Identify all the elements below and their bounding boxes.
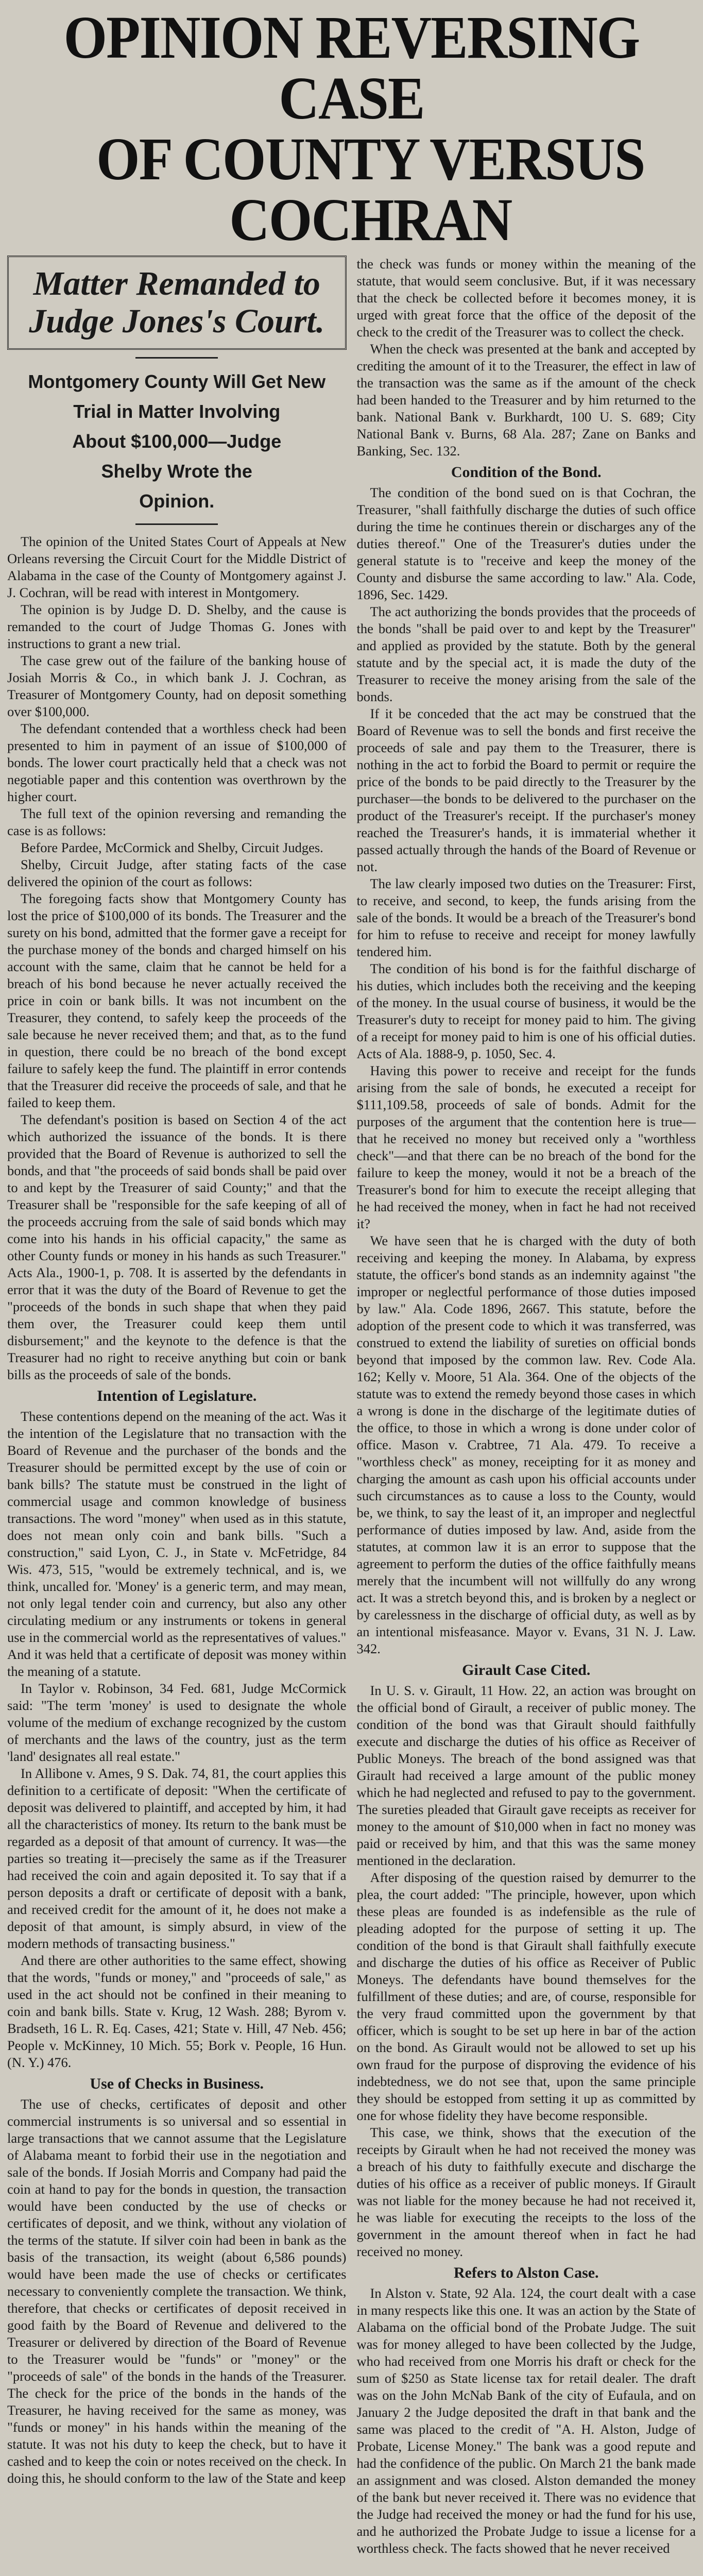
deck-line: About $100,000—Judge bbox=[72, 431, 282, 452]
article-paragraph: The condition of the bond sued on is that Cochran, the Treasurer, "shall faithfully discharge the duties of such office during the time he continues therein or discharges any of the duties thereof." One of the Treasurer's duties under the general statute is to "receive and keep the money of the County and disburse the same according to law." Ala. Code, 1896, Sec. 1429. bbox=[356, 485, 696, 602]
right-column bbox=[357, 256, 696, 2557]
headline bbox=[7, 4, 696, 253]
headline-line-2: OF COUNTY VERSUS COCHRAN bbox=[96, 125, 645, 253]
article-columns bbox=[7, 256, 696, 2557]
deck-divider bbox=[135, 357, 218, 359]
article-paragraph: Having this power to receive and receipt for the funds arising from the sale of bonds, he executed a receipt for $111,109.58, proceeds of sale of bonds. Admit for the purposes of the argument that the contention here is true—that he received no money but received only a "worthless check"—and that there can be no breach of the bond for the failure to keep the money, would it not be a breach of the Treasurer's bond for him to execute the receipt alleging that he had received the money, when in fact he had not received it? bbox=[356, 1063, 696, 1231]
article-paragraph: The condition of his bond is for the faithful discharge of his duties, which includes both the receiving and the keeping of the money. In the usual course of business, it would be the Treasurer's duty to receipt for money paid to him. The giving of a receipt for money paid to him is one of his official duties. Acts of Ala. 1888-9, p. 1050, Sec. 4. bbox=[356, 961, 696, 1061]
article-paragraph: We have seen that he is charged with the duty of both receiving and keeping the money. In Alabama, by express statute, the officer's bond stands as an indemnity against "the improper or neglectful performance of those duties imposed by law." Ala. Code 1896, 2667. This statute, before the adoption of the present code to which it was transferred, was construed to extend the liability of sureties on official bonds beyond that imposed by the common law. Rev. Code Ala. 162; Kelly v. Moore, 51 Ala. 364. One of the objects of the statute was to extend the remedy beyond those cases in which a wrong is done in the discharge of the legitimate duties of the office, to those in which a wrong is done under color of office. Mason v. Crabtree, 71 Ala. 479. To receive a "worthless check" as money, receipting for it as money and charging the amount as cash upon his official accounts under such circumstances as to cause a loss to the County, would be, we think, to say the least of it, an improper and neglectful performance of duties imposed by law. And, aside from the statutes, at common law it is an error to suppose that the agreement to perform the duties of the office faithfully means merely that the incumbent will not willfully do any wrong act. It was a stretch beyond this, and is broken by a neglect or by carelessness in the discharge of official duty, as well as by an intentional misfeasance. Mayor v. Evans, 31 N. J. Law. 342. bbox=[356, 1233, 696, 1656]
section-subhead: Condition of the Bond. bbox=[451, 464, 602, 481]
deck-main: Matter Remanded to Judge Jones's Court. bbox=[7, 256, 347, 350]
section-subhead: Refers to Alston Case. bbox=[453, 2264, 599, 2281]
deck-line: Trial in Matter Involving bbox=[73, 401, 281, 422]
right-body bbox=[357, 256, 696, 2557]
article-paragraph: This case, we think, shows that the execution of the receipts by Girault when he had not received the money was a breach of his duty to faithfully execute and discharge the duties of his office as a receiver of public moneys. If Girault was not liable for the money because he had not received it, he was liable for executing the receipts to the loss of the government in the amount thereof when in fact he had received no money. bbox=[356, 2125, 696, 2259]
article-paragraph: The law clearly imposed two duties on the Treasurer: First, to receive, and second, to keep, the funds arising from the sale of the bonds. It would be a breach of the Treasurer's bond for him to refuse to receive and receipt for money lawfully tendered him. bbox=[356, 876, 696, 959]
article-paragraph: In Allibone v. Ames, 9 S. Dak. 74, 81, the court applies this definition to a certificate of deposit: "When the certificate of deposit was delivered to plaintiff, and accepted by him, it had all the characteristics of money. Its return to the bank must be regarded as a deposit of that amount of currency. It was—the parties so treating it—precisely the same as if the Treasurer had received the coin and again deposited it. To say that if a person deposits a draft or certificate of deposit with a bank, and received credit for the amount of it, he does not make a deposit of that amount, is simply absurd, in view of the modern methods of transacting business." bbox=[7, 1766, 347, 1952]
article-paragraph: After disposing of the question raised by demurrer to the plea, the court added: "The principle, however, upon which these pleas are founded is as indefensible as the rule of pleading adopted for the purpose of setting it up. The condition of the bond is that Girault shall faithfully execute and discharge the duties of his office as Receiver of Public Moneys. The defendants have bound themselves for the fulfillment of these duties; and are, of course, responsible for the very fraud committed upon the government by that officer, which is sought to be set up here in bar of the action on the bond. As Girault would not be allowed to set up his own fraud for the purpose of disproving the evidence of his indebtedness, we do not see that, upon the same principle they should be estopped from setting it up as committed by one for whose fidelity they have become responsible. bbox=[356, 1870, 696, 2123]
deck-divider bbox=[135, 523, 218, 525]
section-subhead: Girault Case Cited. bbox=[462, 1662, 591, 1679]
article-paragraph: The opinion of the United States Court of Appeals at New Orleans reversing the Circuit Court for the Middle District of Alabama in the case of the County of Montgomery against J. J. Cochran, will be read with interest in Montgomery. bbox=[7, 534, 347, 601]
article-paragraph: The case grew out of the failure of the banking house of Josiah Morris & Co., in which bank J. J. Cochran, as Treasurer of Montgomery County, had on deposit something over $100,000. bbox=[7, 653, 347, 720]
article-paragraph: In Taylor v. Robinson, 34 Fed. 681, Judge McCormick said: "The term 'money' is used to designate the whole volume of the medium of exchange recognized by the custom of merchants and the laws of the country, just as the term 'land' designates all real estate." bbox=[7, 1681, 347, 1765]
article-paragraph: The defendant's position is based on Section 4 of the act which authorized the issuance of the bonds. It is there provided that the Board of Revenue is authorized to sell the bonds, and that "the proceeds of said bonds shall be paid over to and kept by the Treasurer of said County;" and that the Treasurer shall be "responsible for the safe keeping of all of the proceeds accruing from the sale of said bonds which may come into his hands in his official capacity," the same as other County funds or money in his hands as such Treasurer." Acts Ala., 1900-1, p. 708. It is asserted by the defendants in error that it was the duty of the Board of Revenue to get the "proceeds of the bonds in such shape that when they paid them over, the Treasurer could keep them until disbursement;" and the keynote to the defence is that the Treasurer had no right to receive anything but coin or bank bills as the proceeds of sale of the bonds. bbox=[7, 1112, 347, 1383]
article-paragraph: Shelby, Circuit Judge, after stating facts of the case delivered the opinion of the court as follows: bbox=[7, 857, 347, 890]
article-paragraph: These contentions depend on the meaning of the act. Was it the intention of the Legislature that no transaction with the Board of Revenue and the purchaser of the bonds and the Treasurer should be permitted except by the use of coin or bank bills? The statute must be construed in the light of commercial usage and common knowledge of business transactions. The word "money" when used as in this statute, does not mean only coin and bank bills. "Such a construction," said Lyon, C. J., in State v. McFetridge, 84 Wis. 473, 515, "would be extremely technical, and is, we think, uncalled for. 'Money' is a generic term, and may mean, not only legal tender coin and currency, but also any other circulating medium or any instruments or tokens in general use in the commercial world as the representatives of values." And it was held that a certificate of deposit was money within the meaning of a statute. bbox=[7, 1409, 347, 1680]
article-paragraph: The act authorizing the bonds provides that the proceeds of the bonds "shall be paid over to and kept by the Treasurer" and applied as provided by the statute. Both by the general statute and by the special act, it is made the duty of the Treasurer to receive the money arising from the sale of the bonds. bbox=[356, 604, 696, 704]
article-paragraph: In U. S. v. Girault, 11 How. 22, an action was brought on the official bond of Girault, a receiver of public money. The condition of the bond was that Girault should faithfully execute and discharge the duties of his office as Receiver of Public Moneys. The breach of the bond assigned was that Girault had received a large amount of the public money which he had neglected and refused to pay to the government. The sureties pleaded that Girault gave receipts as receiver for money to the amount of $10,000 when in fact no money was paid or received by him, and that this was the same money mentioned in the declaration. bbox=[356, 1683, 696, 1868]
article-paragraph: And there are other authorities to the same effect, showing that the words, "funds or money," and "proceeds of sale," as used in the act should not be confined in their meaning to coin and bank bills. State v. Krug, 12 Wash. 288; Byrom v. Bradseth, 16 L. R. Eq. Cases, 421; State v. Hill, 47 Neb. 456; People v. McKinney, 10 Mich. 55; Bork v. People, 16 Hun. (N. Y.) 476. bbox=[7, 1953, 347, 2071]
deck-line: Opinion. bbox=[139, 490, 215, 512]
left-body bbox=[7, 533, 347, 2487]
article-paragraph: When the check was presented at the bank and accepted by crediting the amount of it to the Treasurer, the effect in law of the transaction was the same as if the amount of the check had been handed to the Treasurer and by him returned to the bank. National Bank v. Burkhardt, 100 U. S. 689; City National Bank v. Burns, 68 Ala. 287; Zane on Banks and Banking, Sec. 132. bbox=[356, 341, 696, 459]
article-paragraph: The opinion is by Judge D. D. Shelby, and the cause is remanded to the court of Judge Thomas G. Jones with instructions to grant a new trial. bbox=[7, 602, 347, 652]
section-subhead: Use of Checks in Business. bbox=[90, 2075, 264, 2093]
article-paragraph: If it be conceded that the act may be construed that the Board of Revenue was to sell the bonds and first receive the proceeds of sale and pay them to the Treasurer, there is nothing in the act to forbid the Board to permit or require the price of the bonds to be paid directly to the Treasurer by the purchaser—the bonds to be delivered to the purchaser on the product of the Treasurer's receipt. If the purchaser's money reached the Treasurer's hands, it is immaterial whether it passed actually through the hands of the Board of Revenue or not. bbox=[356, 706, 696, 874]
left-column bbox=[7, 256, 347, 2557]
article-paragraph: The use of checks, certificates of deposit and other commercial instruments is so universal and so essential in large transactions that we cannot assume that the Legislature of Alabama meant to forbid their use in the negotiation and sale of the bonds. If Josiah Morris and Company had paid the coin at hand to pay for the bonds in question, the transaction would have been conducted by the use of checks or certificates of deposit, and we think, without any violation of the terms of the statute. If silver coin had been in bank as the basis of the transaction, its weight (about 6,586 pounds) would have been made the use of checks or certificates necessary to conveniently complete the transaction. We think, therefore, that checks or certificates of deposit received in good faith by the Board of Revenue and delivered to the Treasurer or delivered by direction of the Board of Revenue to the Treasurer would be "funds" or "money" or the "proceeds of sale" of the bonds in the hands of the Treasurer. The check for the price of the bonds in the hands of the Treasurer, he having received for the same as money, was "funds or money" in his hands within the meaning of the statute. It was not his duty to keep the check, but to have it cashed and to keep the coin or notes received on the check. In doing this, he should conform to the law of the State and keep bbox=[7, 2096, 347, 2486]
deck-line: Montgomery County Will Get New bbox=[28, 371, 326, 393]
deck-line: Shelby Wrote the bbox=[101, 461, 252, 482]
article-paragraph: The foregoing facts show that Montgomery County has lost the price of $100,000 of its bonds. The Treasurer and the surety on his bond, admitted that the former gave a receipt for the purchase money of the bonds and charged himself on his account with the same, claim that he cannot be held for a breach of his bond because he never actually received the price in coin or bank bills. It was not incumbent on the Treasurer, they contend, to safely keep the proceeds of the sale because he never received them; and that, as to the fund in question, there could be no breach of the bond except failure to safely keep the fund. The plaintiff in error contends that the Treasurer did receive the proceeds of sale, and that he failed to keep them. bbox=[7, 891, 347, 1111]
section-subhead: Intention of Legislature. bbox=[97, 1387, 257, 1405]
article-paragraph: In Alston v. State, 92 Ala. 124, the court dealt with a case in many respects like this one. It was an action by the State of Alabama on the official bond of the Probate Judge. The suit was for money alleged to have been collected by the Judge, who had received from one Morris his draft or check for the sum of $250 as State license tax for retail dealer. The draft was on the John McNab Bank of the city of Eufaula, and on January 2 the Judge deposited the draft in that bank and the same was placed to the credit of "A. H. Alston, Judge of Probate, License Money." The bank was a good repute and had the confidence of the public. On March 21 the bank made an assignment and was closed. Alston demanded the money of the bank but never received it. There was no evidence that the Judge had received the money or had the fund for his use, and he authorized the Probate Judge to issue a license for a worthless check. The facts showed that he never received bbox=[356, 2285, 696, 2556]
article-paragraph: The defendant contended that a worthless check had been presented to him in payment of an issue of $100,000 of bonds. The lower court practically held that a check was not negotiable paper and this contention was overthrown by the higher court. bbox=[7, 721, 347, 805]
headline-line-1: OPINION REVERSING CASE bbox=[63, 4, 640, 132]
article-paragraph: the check was funds or money within the meaning of the statute, that would seem conclusive. But, if it was necessary that the check be collected before it becomes money, it is urged with great force that the office of the deposit of the check to the credit of the Treasurer was to collect the check. bbox=[356, 256, 696, 340]
deck-subhead bbox=[7, 367, 347, 516]
article-paragraph: Before Pardee, McCormick and Shelby, Circuit Judges. bbox=[21, 840, 323, 856]
article-paragraph: The full text of the opinion reversing and remanding the case is as follows: bbox=[7, 806, 347, 839]
